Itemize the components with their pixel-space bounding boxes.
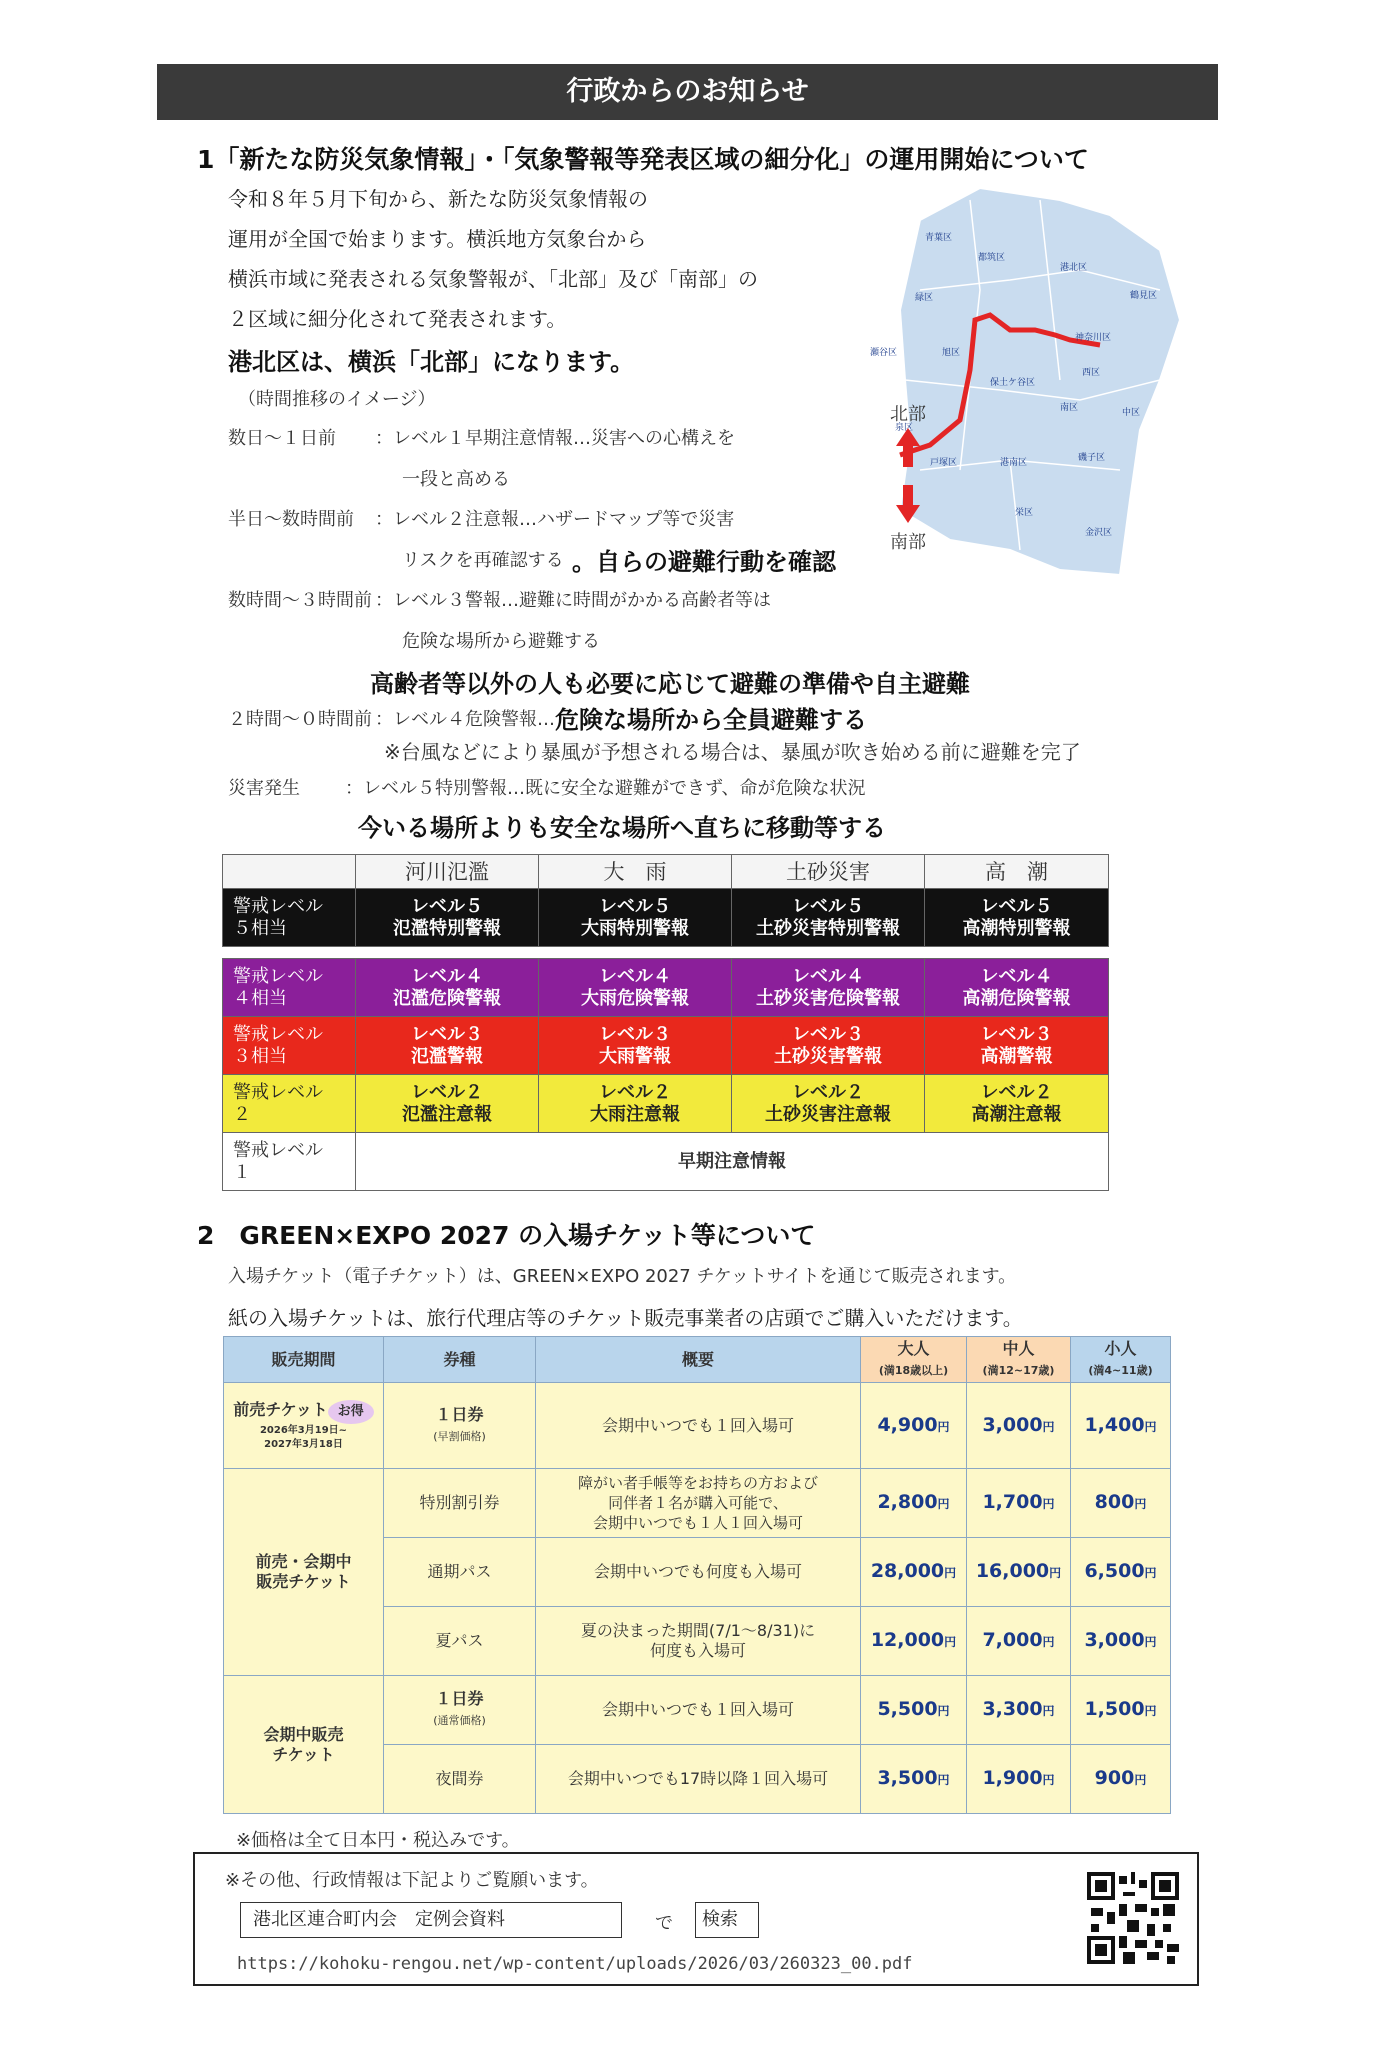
timeline-time: 数日～１日前: [228, 428, 336, 449]
alert-level-table: [222, 854, 1109, 1191]
table-header: [223, 855, 356, 889]
arrow-up-stem: [903, 445, 913, 467]
map-land: [900, 188, 1180, 575]
table-row: [223, 889, 1109, 947]
section2-line2: 紙の入場チケットは、旅行代理店等のチケット販売事業者の店頭でご購入いただけます。: [228, 1306, 1023, 1330]
intro-line: 運用が全国で始まります。横浜地方気象台から: [228, 227, 647, 251]
footer-url[interactable]: https://kohoku-rengou.net/wp-content/uploads/2026/03/260323_00.pdf: [237, 1954, 913, 1974]
ticket-summary: 会期中いつでも17時以降１回入場可: [536, 1745, 861, 1814]
ward-label: 神奈川区: [1075, 333, 1112, 343]
ward-label: 保土ケ谷区: [990, 378, 1036, 388]
qr-code-icon: [1087, 1872, 1179, 1964]
ward-label: 磯子区: [1078, 453, 1106, 463]
table-row: [224, 1383, 1171, 1469]
ward-label: 旭区: [942, 348, 961, 358]
level4-desc: ：レベル４危険警報…: [375, 709, 555, 730]
timeline-cont: 一段と高める: [402, 469, 510, 490]
price-cell: 12,000円: [861, 1607, 967, 1676]
price-cell: 1,500円: [1071, 1676, 1171, 1745]
ward-label: 鶴見区: [1130, 291, 1158, 301]
price-cell: 2,800円: [861, 1469, 967, 1538]
price-cell: 1,700円: [967, 1469, 1071, 1538]
table-header: 河川氾濫: [356, 855, 539, 889]
table-row: [224, 1676, 1171, 1745]
level-cell: 警戒レベル ４相当: [223, 959, 356, 1017]
alert-cell: レベル４ 高潮危険警報: [925, 959, 1109, 1017]
timeline-desc: ：レベル２注意報…ハザードマップ等で災害: [375, 509, 735, 530]
timeline-cont: 危険な場所から避難する: [402, 631, 600, 652]
table-row: [223, 959, 1109, 1017]
alert-cell: レベル２ 氾濫注意報: [356, 1075, 539, 1133]
disaster-desc: ：レベル５特別警報…既に安全な避難ができず、命が危険な状況: [345, 778, 866, 799]
ticket-summary: 会期中いつでも１回入場可: [536, 1676, 861, 1745]
ward-label: 青葉区: [925, 233, 953, 243]
section2-line1: 入場チケット（電子チケット）は、GREEN×EXPO 2027 チケットサイトを通じて販売されます。: [228, 1266, 1017, 1287]
table-header-child: 小人 (満4~11歳): [1071, 1337, 1171, 1383]
price-cell: 3,300円: [967, 1676, 1071, 1745]
alert-cell: レベル５ 土砂災害特別警報: [732, 889, 925, 947]
price-cell: 28,000円: [861, 1538, 967, 1607]
price-cell: 1,400円: [1071, 1383, 1171, 1469]
alert-cell-merged: 早期注意情報: [356, 1133, 1109, 1191]
arrow-up-icon: [896, 428, 920, 446]
timeline-cont: リスクを再確認する: [402, 550, 564, 571]
elderly-note: 高齢者等以外の人も必要に応じて避難の準備や自主避難: [370, 670, 970, 698]
ward-label: 港北区: [1060, 263, 1088, 273]
highlight-text: 港北区は、横浜「北部」になります。: [228, 348, 635, 376]
typhoon-note: ※台風などにより暴風が予想される場合は、暴風が吹き始める前に避難を完了: [384, 740, 1081, 764]
price-cell: 6,500円: [1071, 1538, 1171, 1607]
level4-time: ２時間～０時間前: [228, 709, 372, 730]
ticket-summary: 夏の決まった期間(7/1～8/31)に 何度も入場可: [536, 1607, 861, 1676]
alert-cell: レベル３ 大雨警報: [539, 1017, 732, 1075]
arrow-down-icon: [896, 505, 920, 523]
level-cell: 警戒レベル ２: [223, 1075, 356, 1133]
table-header: 販売期間: [224, 1337, 384, 1383]
level-cell: 警戒レベル ５相当: [223, 889, 356, 947]
price-cell: 16,000円: [967, 1538, 1071, 1607]
timeline-label: （時間推移のイメージ）: [238, 389, 436, 410]
table-row: [223, 1075, 1109, 1133]
table-header-middle: 中人 (満12~17歳): [967, 1337, 1071, 1383]
ward-label: 港南区: [1000, 458, 1028, 468]
timeline-time: 半日～数時間前: [228, 509, 354, 530]
section1-heading: 1「新たな防災気象情報」・「気象警報等発表区域の細分化」の運用開始について: [197, 145, 1089, 174]
ward-label: 都筑区: [978, 253, 1006, 263]
alert-cell: レベル５ 氾濫特別警報: [356, 889, 539, 947]
level-cell: 警戒レベル １: [223, 1133, 356, 1191]
header-title: 行政からのお知らせ: [157, 64, 1218, 120]
table-row: [223, 1133, 1109, 1191]
timeline-action: 。自らの避難行動を確認: [572, 548, 836, 576]
ticket-summary: 会期中いつでも１回入場可: [536, 1383, 861, 1469]
ticket-table: [223, 1336, 1171, 1814]
ticket-summary: 障がい者手帳等をお持ちの方および 同伴者１名が購入可能で、 会期中いつでも１人１回入場可: [536, 1469, 861, 1538]
intro-line: 令和８年５月下旬から、新たな防災気象情報の: [228, 187, 648, 211]
ward-label: 西区: [1082, 368, 1101, 378]
table-header: 高 潮: [925, 855, 1109, 889]
south-label: 南部: [890, 532, 926, 553]
price-cell: 4,900円: [861, 1383, 967, 1469]
search-button[interactable]: 検索: [695, 1902, 759, 1938]
ward-label: 瀬谷区: [870, 348, 898, 358]
ward-label: 金沢区: [1085, 528, 1113, 538]
search-terms-box[interactable]: 港北区連合町内会 定例会資料: [240, 1902, 622, 1938]
otoku-badge: お得: [328, 1400, 374, 1424]
alert-cell: レベル４ 大雨危険警報: [539, 959, 732, 1017]
price-cell: 5,500円: [861, 1676, 967, 1745]
alert-cell: レベル３ 氾濫警報: [356, 1017, 539, 1075]
price-cell: 3,000円: [967, 1383, 1071, 1469]
presale-cell: 前売チケット お得 2026年3月19日~ 2027年3月18日: [224, 1383, 384, 1469]
section2-heading: 2 GREEN×EXPO 2027 の入場チケット等について: [197, 1221, 816, 1250]
ticket-type: 特別割引券: [384, 1469, 536, 1538]
north-label: 北部: [890, 404, 926, 425]
table-header: 土砂災害: [732, 855, 925, 889]
alert-cell: レベル３ 土砂災害警報: [732, 1017, 925, 1075]
ward-label: 中区: [1122, 408, 1141, 418]
alert-cell: レベル４ 土砂災害危険警報: [732, 959, 925, 1017]
ward-label: 泉区: [895, 423, 914, 433]
intro-line: ２区域に細分化されて発表されます。: [228, 307, 567, 331]
info-box: [193, 1852, 1199, 1986]
alert-cell: レベル４ 氾濫危険警報: [356, 959, 539, 1017]
intro-line: 横浜市域に発表される気象警報が、「北部」及び「南部」の: [228, 267, 758, 291]
ward-label: 戸塚区: [930, 458, 958, 468]
table-row: [223, 1017, 1109, 1075]
price-cell: 3,500円: [861, 1745, 967, 1814]
ward-label: 緑区: [915, 293, 934, 303]
ticket-type: １日券 (通常価格): [384, 1676, 536, 1745]
timeline-desc: ：レベル３警報…避難に時間がかかる高齢者等は: [375, 590, 771, 611]
move-note: 今いる場所よりも安全な場所へ直ちに移動等する: [358, 814, 886, 842]
group-cell: 会期中販売 チケット: [224, 1676, 384, 1814]
timeline-time: 数時間～３時間前: [228, 590, 372, 611]
table-header: 大 雨: [539, 855, 732, 889]
price-cell: 800円: [1071, 1469, 1171, 1538]
price-cell: 1,900円: [967, 1745, 1071, 1814]
ward-label: 南区: [1060, 403, 1079, 413]
price-note: ※価格は全て日本円・税込みです。: [236, 1830, 520, 1851]
ticket-type: 夏パス: [384, 1607, 536, 1676]
alert-cell: レベル５ 高潮特別警報: [925, 889, 1109, 947]
level4-action: 危険な場所から全員避難する: [555, 706, 867, 734]
price-cell: 3,000円: [1071, 1607, 1171, 1676]
alert-cell: レベル２ 大雨注意報: [539, 1075, 732, 1133]
alert-cell: レベル３ 高潮警報: [925, 1017, 1109, 1075]
alert-cell: レベル２ 高潮注意報: [925, 1075, 1109, 1133]
ticket-type: 通期パス: [384, 1538, 536, 1607]
price-cell: 7,000円: [967, 1607, 1071, 1676]
group-cell: 前売・会期中 販売チケット: [224, 1469, 384, 1676]
level-cell: 警戒レベル ３相当: [223, 1017, 356, 1075]
ticket-type: 夜間券: [384, 1745, 536, 1814]
table-row: [224, 1469, 1171, 1538]
disaster-time: 災害発生: [228, 778, 300, 799]
alert-cell: レベル５ 大雨特別警報: [539, 889, 732, 947]
arrow-down-stem: [903, 485, 913, 507]
ticket-summary: 会期中いつでも何度も入場可: [536, 1538, 861, 1607]
ward-label: 栄区: [1015, 508, 1034, 518]
price-cell: 900円: [1071, 1745, 1171, 1814]
timeline-desc: ：レベル１早期注意情報…災害への心構えを: [375, 428, 735, 449]
table-header: 券種: [384, 1337, 536, 1383]
alert-cell: レベル２ 土砂災害注意報: [732, 1075, 925, 1133]
footer-note: ※その他、行政情報は下記よりご覧願います。: [225, 1870, 599, 1891]
table-header: 概要: [536, 1337, 861, 1383]
ticket-type: １日券 (早割価格): [384, 1383, 536, 1469]
table-header-adult: 大人 (満18歳以上): [861, 1337, 967, 1383]
de-text: で: [655, 1913, 673, 1934]
